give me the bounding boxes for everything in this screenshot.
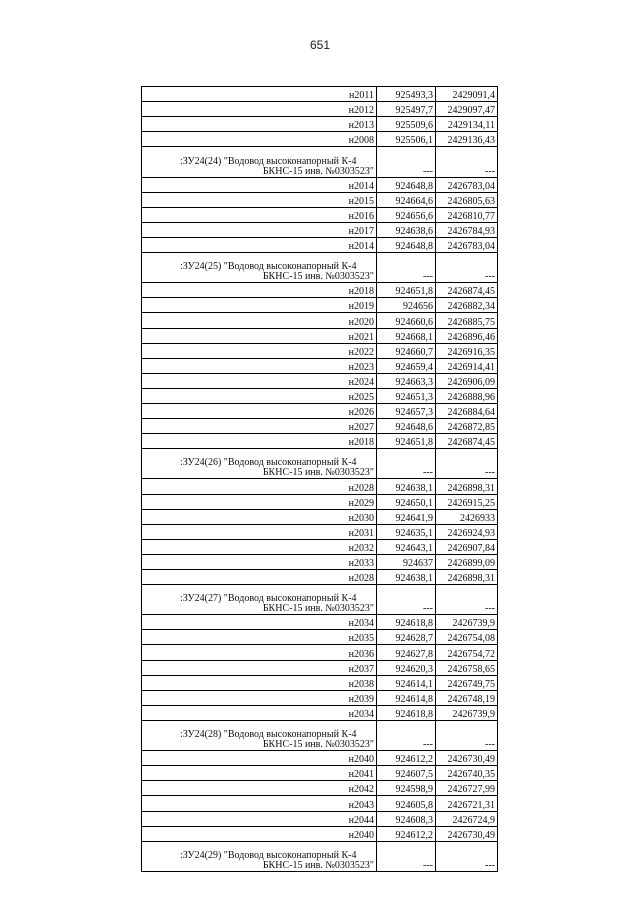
y-coordinate: --- [436,841,498,871]
point-id: н2034 [142,615,377,630]
y-coordinate: 2426784,93 [436,222,498,237]
y-coordinate: 2426748,19 [436,690,498,705]
y-coordinate: 2426721,31 [436,796,498,811]
point-id: н2043 [142,796,377,811]
point-row [142,570,498,585]
point-id: н2018 [142,283,377,298]
point-row [142,358,498,373]
y-coordinate: 2426754,08 [436,630,498,645]
parcel-header-row [142,147,498,177]
y-coordinate: 2426882,34 [436,298,498,313]
x-coordinate: 924620,3 [377,660,436,675]
y-coordinate: 2429091,4 [436,87,498,102]
parcel-description-line1: :ЗУ24(28) "Водовод высоконапорный К-4 [180,729,357,741]
point-id: н2042 [142,781,377,796]
x-coordinate: 924638,6 [377,222,436,237]
point-id: н2016 [142,207,377,222]
x-coordinate: 924618,8 [377,615,436,630]
y-coordinate: 2426888,96 [436,388,498,403]
point-row [142,177,498,192]
point-id: н2036 [142,645,377,660]
x-coordinate: 924643,1 [377,539,436,554]
point-row [142,102,498,117]
x-coordinate: 924614,1 [377,675,436,690]
point-id: н2020 [142,313,377,328]
point-row [142,826,498,841]
y-coordinate: 2426898,31 [436,479,498,494]
y-coordinate: 2426758,65 [436,660,498,675]
parcel-description-line2: БКНС-15 инв. №0303523" [262,739,374,751]
y-coordinate: 2426899,09 [436,554,498,569]
y-coordinate: --- [436,720,498,750]
point-row [142,539,498,554]
point-id: н2028 [142,479,377,494]
point-row [142,283,498,298]
point-row [142,328,498,343]
parcel-description [142,449,377,479]
parcel-header-row [142,720,498,750]
y-coordinate: 2426884,64 [436,403,498,418]
point-id: н2030 [142,509,377,524]
point-row [142,690,498,705]
point-row [142,373,498,388]
point-id: н2034 [142,705,377,720]
x-coordinate: 925497,7 [377,102,436,117]
x-coordinate: 924664,6 [377,192,436,207]
y-coordinate: 2426730,49 [436,826,498,841]
x-coordinate: 924612,2 [377,751,436,766]
point-row [142,207,498,222]
point-row [142,403,498,418]
parcel-description-line2: БКНС-15 инв. №0303523" [262,859,374,871]
point-id: н2022 [142,343,377,358]
point-id: н2032 [142,539,377,554]
x-coordinate: 924612,2 [377,826,436,841]
y-coordinate: --- [436,147,498,177]
y-coordinate: 2426805,63 [436,192,498,207]
x-coordinate: 924656 [377,298,436,313]
parcel-description-line2: БКНС-15 инв. №0303523" [262,271,374,283]
point-id: н2028 [142,570,377,585]
x-coordinate: --- [377,720,436,750]
point-id: н2019 [142,298,377,313]
point-id: н2037 [142,660,377,675]
y-coordinate: 2426740,35 [436,766,498,781]
x-coordinate: 924638,1 [377,479,436,494]
y-coordinate: 2426724,9 [436,811,498,826]
parcel-description [142,841,377,871]
parcel-description-line1: :ЗУ24(24) "Водовод высоконапорный К-4 [180,155,357,167]
point-row [142,479,498,494]
point-id: н2026 [142,403,377,418]
y-coordinate: 2426754,72 [436,645,498,660]
x-coordinate: 924614,8 [377,690,436,705]
point-id: н2039 [142,690,377,705]
point-id: н2023 [142,358,377,373]
y-coordinate: 2426933 [436,509,498,524]
x-coordinate: 924660,6 [377,313,436,328]
coordinates-table-body [142,87,498,872]
parcel-header-row [142,449,498,479]
parcel-description-line2: БКНС-15 инв. №0303523" [262,603,374,615]
point-row [142,630,498,645]
y-coordinate: 2426924,93 [436,524,498,539]
point-row [142,192,498,207]
x-coordinate: 925509,6 [377,117,436,132]
x-coordinate: 924635,1 [377,524,436,539]
y-coordinate: 2429097,47 [436,102,498,117]
parcel-description [142,585,377,615]
point-id: н2029 [142,494,377,509]
x-coordinate: 924660,7 [377,343,436,358]
x-coordinate: 924659,4 [377,358,436,373]
x-coordinate: 924657,3 [377,403,436,418]
y-coordinate: 2426915,25 [436,494,498,509]
point-row [142,766,498,781]
y-coordinate: 2426907,84 [436,539,498,554]
point-row [142,751,498,766]
point-id: н2024 [142,373,377,388]
point-row [142,87,498,102]
point-id: н2027 [142,419,377,434]
parcel-description-line2: БКНС-15 инв. №0303523" [262,165,374,177]
x-coordinate: 924668,1 [377,328,436,343]
point-id: н2013 [142,117,377,132]
x-coordinate: 925493,3 [377,87,436,102]
point-row [142,434,498,449]
point-id: н2040 [142,751,377,766]
y-coordinate: 2426749,75 [436,675,498,690]
parcel-description-line1: :ЗУ24(25) "Водовод высоконапорный К-4 [180,261,357,273]
parcel-header-row [142,253,498,283]
x-coordinate: 924651,3 [377,388,436,403]
y-coordinate: 2426783,04 [436,237,498,252]
y-coordinate: 2426727,99 [436,781,498,796]
point-row [142,675,498,690]
y-coordinate: 2426739,9 [436,705,498,720]
y-coordinate: 2426885,75 [436,313,498,328]
parcel-description-line1: :ЗУ24(29) "Водовод высоконапорный К-4 [180,849,357,861]
x-coordinate: 924641,9 [377,509,436,524]
page-number: 651 [309,38,331,52]
point-id: н2014 [142,237,377,252]
x-coordinate: 924651,8 [377,434,436,449]
parcel-description-line1: :ЗУ24(26) "Водовод высоконапорный К-4 [180,457,357,469]
point-row [142,705,498,720]
x-coordinate: 924638,1 [377,570,436,585]
point-row [142,645,498,660]
point-id: н2011 [142,87,377,102]
point-id: н2041 [142,766,377,781]
point-id: н2035 [142,630,377,645]
parcel-description [142,147,377,177]
point-row [142,811,498,826]
point-id: н2025 [142,388,377,403]
point-row [142,796,498,811]
point-row [142,524,498,539]
x-coordinate: 924628,7 [377,630,436,645]
y-coordinate: 2426916,35 [436,343,498,358]
x-coordinate: --- [377,147,436,177]
x-coordinate: 924618,8 [377,705,436,720]
x-coordinate: 924648,6 [377,419,436,434]
x-coordinate: 924607,5 [377,766,436,781]
x-coordinate: 924648,8 [377,177,436,192]
point-row [142,132,498,147]
x-coordinate: 924637 [377,554,436,569]
parcel-description-line2: БКНС-15 инв. №0303523" [262,467,374,479]
point-id: н2008 [142,132,377,147]
x-coordinate: --- [377,449,436,479]
point-row [142,419,498,434]
point-id: н2021 [142,328,377,343]
point-row [142,615,498,630]
x-coordinate: 924650,1 [377,494,436,509]
coordinates-table [141,86,498,872]
x-coordinate: --- [377,253,436,283]
point-row [142,237,498,252]
parcel-description [142,720,377,750]
x-coordinate: 924608,3 [377,811,436,826]
point-row [142,509,498,524]
point-row [142,298,498,313]
x-coordinate: --- [377,841,436,871]
y-coordinate: 2429134,11 [436,117,498,132]
point-row [142,781,498,796]
parcel-description [142,253,377,283]
y-coordinate: 2426906,09 [436,373,498,388]
point-id: н2015 [142,192,377,207]
point-row [142,660,498,675]
parcel-header-row [142,841,498,871]
x-coordinate: 924605,8 [377,796,436,811]
x-coordinate: 924598,9 [377,781,436,796]
x-coordinate: 924648,8 [377,237,436,252]
y-coordinate: --- [436,253,498,283]
point-id: н2044 [142,811,377,826]
x-coordinate: 924656,6 [377,207,436,222]
point-id: н2017 [142,222,377,237]
y-coordinate: 2426730,49 [436,751,498,766]
point-id: н2038 [142,675,377,690]
y-coordinate: 2426874,45 [436,434,498,449]
point-id: н2018 [142,434,377,449]
point-row [142,313,498,328]
y-coordinate: 2426898,31 [436,570,498,585]
y-coordinate: 2426810,77 [436,207,498,222]
y-coordinate: --- [436,585,498,615]
x-coordinate: 924651,8 [377,283,436,298]
point-row [142,554,498,569]
y-coordinate: 2426914,41 [436,358,498,373]
point-row [142,222,498,237]
point-id: н2033 [142,554,377,569]
y-coordinate: 2426872,85 [436,419,498,434]
point-row [142,388,498,403]
point-row [142,343,498,358]
y-coordinate: 2429136,43 [436,132,498,147]
y-coordinate: 2426739,9 [436,615,498,630]
point-row [142,494,498,509]
point-row [142,117,498,132]
y-coordinate: 2426874,45 [436,283,498,298]
y-coordinate: --- [436,449,498,479]
parcel-header-row [142,585,498,615]
x-coordinate: --- [377,585,436,615]
x-coordinate: 925506,1 [377,132,436,147]
point-id: н2040 [142,826,377,841]
y-coordinate: 2426896,46 [436,328,498,343]
x-coordinate: 924627,8 [377,645,436,660]
y-coordinate: 2426783,04 [436,177,498,192]
point-id: н2031 [142,524,377,539]
point-id: н2014 [142,177,377,192]
parcel-description-line1: :ЗУ24(27) "Водовод высоконапорный К-4 [180,593,357,605]
x-coordinate: 924663,3 [377,373,436,388]
point-id: н2012 [142,102,377,117]
